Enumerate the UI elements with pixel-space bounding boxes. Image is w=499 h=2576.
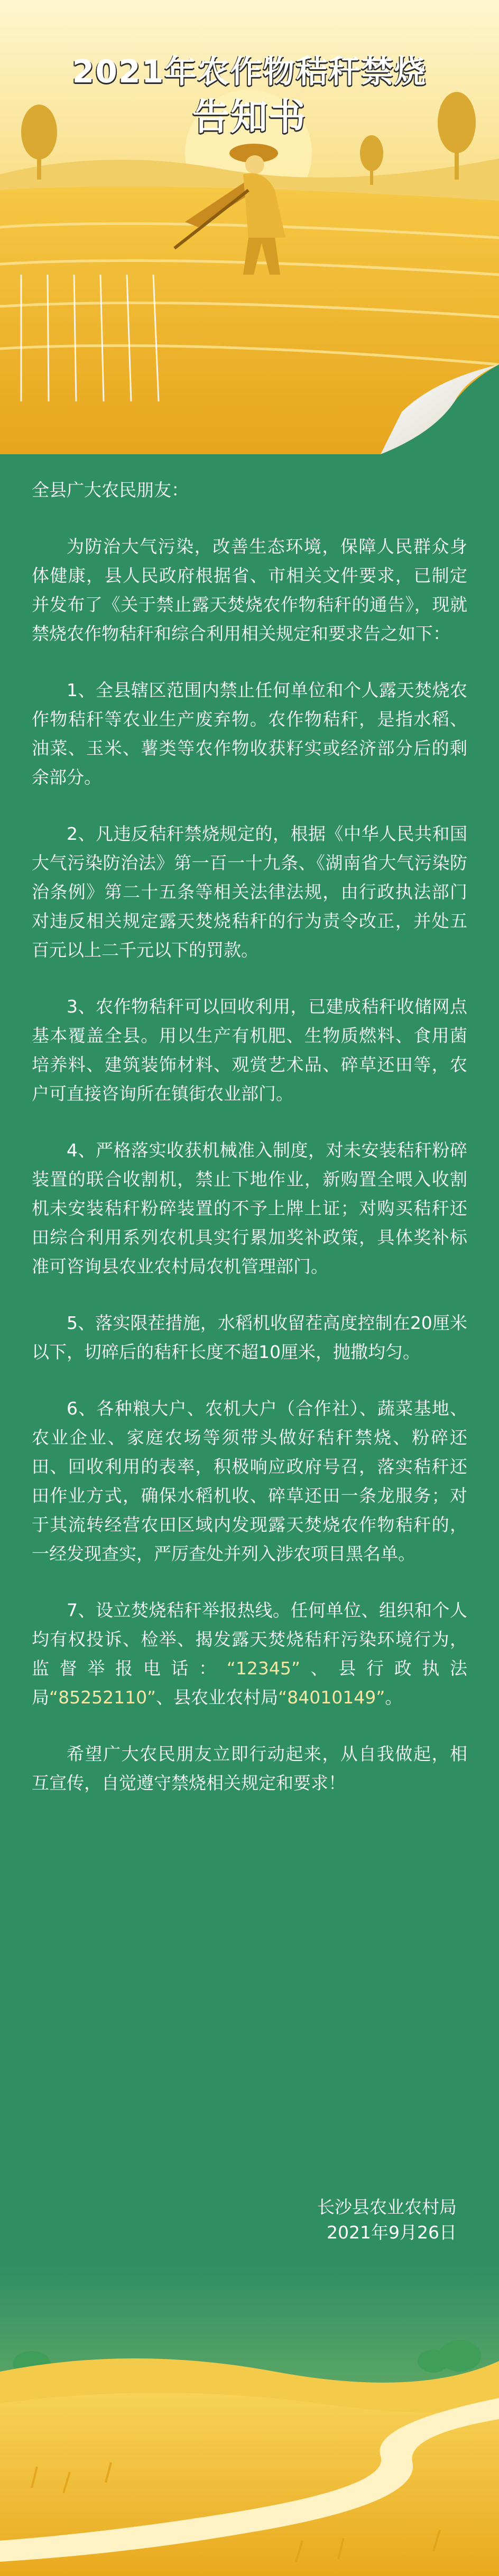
footer-illustration	[0, 2266, 499, 2576]
item-7-sep-1: 、县行政执法局	[32, 1658, 468, 1708]
letter-body	[32, 475, 467, 1825]
item-7	[32, 1596, 467, 1712]
item-7-sep-2: 、县农业农村局	[156, 1687, 279, 1708]
intro-paragraph: 为防治大气污染，改善生态环境，保障人民群众身体健康，县人民政府根据省、市相关文件要求，已制定并发布了《关于禁止露天焚烧农作物秸秆的通告》，现就禁烧农作物秸秆和综合利用相关规定和要求告之如下：	[32, 536, 467, 644]
closing-paragraph: 希望广大农民朋友立即行动起来，从自我做起，相互宣传，自觉遵守禁烧相关规定和要求！	[32, 1744, 467, 1793]
hotline-12345: “12345”	[226, 1658, 300, 1679]
title-line-2: 告知书	[192, 95, 307, 138]
greeting: 全县广大农民朋友：	[32, 480, 189, 500]
signature-block	[182, 2195, 457, 2245]
hotline-enforcement-bureau: “85252110”	[49, 1687, 156, 1708]
item-7-text: 7、设立焚烧秸秆举报热线。任何单位、组织和个人均有权投诉、检举、揭发露天焚烧秸秆污染环境行为，监督举报电话：	[32, 1600, 467, 1679]
item-4: 4、严格落实收获机械准入制度，对未安装秸秆粉碎装置的联合收割机，禁止下地作业，新购置全喂入收割机未安装秸秆粉碎装置的不予上牌上证；对购买秸秆还田综合利用系列农机具实行累加奖补政策，具体奖补标准可咨询县农业农村局农机管理部门。	[32, 1140, 467, 1277]
item-3: 3、农作物秸秆可以回收利用，已建成秸秆收储网点基本覆盖全县。用以生产有机肥、生物质燃料、食用菌培养料、建筑装饰材料、观赏艺术品、碎草还田等，农户可直接咨询所在镇街农业部门。	[32, 996, 467, 1104]
signature-date: 2021年9月26日	[327, 2222, 457, 2243]
item-7-end: 。	[385, 1687, 403, 1708]
title-line-1: 2021年农作物秸秆禁烧	[72, 53, 427, 90]
signature-org: 长沙县农业农村局	[317, 2197, 457, 2217]
item-2: 2、凡违反秸秆禁烧规定的，根据《中华人民共和国大气污染防治法》第一百一十九条、《湖南省大气污染防治条例》第二十五条等相关法律法规，由行政执法部门对违反相关规定露天焚烧秸秆的行为责令改正，并处五百元以上二千元以下的罚款。	[32, 823, 467, 960]
golden-field-illustration	[0, 2266, 499, 2576]
item-1: 1、全县辖区范围内禁止任何单位和个人露天焚烧农作物秸秆等农业生产废弃物。农作物秸秆，是指水稻、油菜、玉米、薯类等农作物收获籽实或经济部分后的剩余部分。	[32, 680, 467, 788]
hotline-agriculture-bureau: “84010149”	[278, 1687, 385, 1708]
header-illustration	[0, 0, 499, 454]
item-6: 6、各种粮大户、农机大户（合作社）、蔬菜基地、农业企业、家庭农场等须带头做好秸秆禁烧、粉碎还田、回收利用的表率，积极响应政府号召，落实秸秆还田作业方式，确保水稻机收、碎草还田一条龙服务；对于其流转经营农田区域内发现露天焚烧农作物秸秆的，一经发现查实，严厉查处并列入涉农项目黑名单。	[32, 1398, 467, 1564]
item-5: 5、落实限茬措施，水稻机收留茬高度控制在20厘米以下，切碎后的秸秆长度不超10厘米，抛撒均匀。	[32, 1313, 467, 1362]
